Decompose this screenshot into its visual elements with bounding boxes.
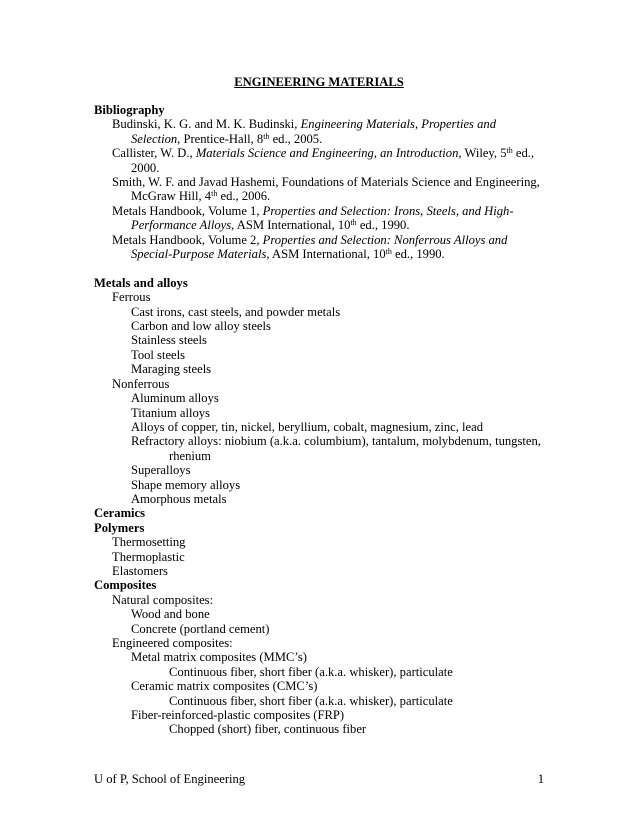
list-item: Refractory alloys: niobium (a.k.a. columbium), tantalum, molybdenum, tungsten, xyxy=(131,434,541,449)
list-item: Titanium alloys xyxy=(131,405,210,420)
list-item: Stainless steels xyxy=(131,333,207,348)
list-item: Alloys of copper, tin, nickel, beryllium, cobalt, magnesium, zinc, lead xyxy=(131,419,484,434)
list-subitem: Chopped (short) fiber, continuous fiber xyxy=(169,722,367,737)
list-item: Elastomers xyxy=(112,563,168,578)
page-number: 1 xyxy=(537,772,544,786)
bibliography-heading: Bibliography xyxy=(94,103,165,117)
list-item: Concrete (portland cement) xyxy=(131,621,270,636)
page-title: ENGINEERING MATERIALS xyxy=(234,75,404,89)
list-item: Thermoplastic xyxy=(112,549,185,564)
metals-heading: Metals and alloys xyxy=(94,275,188,290)
list-item: Superalloys xyxy=(131,463,191,478)
list-subitem: Continuous fiber, short fiber (a.k.a. whisker), particulate xyxy=(169,693,453,708)
bibliography-entry-continuation: 2000. xyxy=(131,160,160,175)
list-item: Amorphous metals xyxy=(131,491,227,506)
list-item-continuation: rhenium xyxy=(169,448,211,463)
ferrous-label: Ferrous xyxy=(112,290,151,305)
polymers-heading: Polymers xyxy=(94,520,145,535)
list-item: Fiber-reinforced-plastic composites (FRP) xyxy=(131,708,345,723)
list-item: Aluminum alloys xyxy=(131,391,219,406)
bibliography-entry: Metals Handbook, Volume 2, Properties and Selection: Nonferrous Alloys and xyxy=(112,232,508,247)
list-item: Ceramic matrix composites (CMC’s) xyxy=(131,679,318,694)
list-item: Cast irons, cast steels, and powder metals xyxy=(131,304,341,319)
list-item: Shape memory alloys xyxy=(131,477,241,492)
list-item: Carbon and low alloy steels xyxy=(131,319,271,334)
list-subitem: Continuous fiber, short fiber (a.k.a. whisker), particulate xyxy=(169,664,453,679)
composites-heading: Composites xyxy=(94,578,157,593)
bibliography-entry-continuation: Performance Alloys, ASM International, 10th ed., 1990. xyxy=(131,218,410,233)
document-body xyxy=(94,103,564,737)
ceramics-heading: Ceramics xyxy=(94,506,146,521)
nonferrous-label: Nonferrous xyxy=(112,376,170,391)
bibliography-entry: Budinski, K. G. and M. K. Budinski, Engineering Materials, Properties and xyxy=(112,117,496,132)
list-item: Thermosetting xyxy=(112,535,186,550)
bibliography-entry-continuation: Selection, Prentice-Hall, 8th ed., 2005. xyxy=(131,131,323,146)
bibliography-entry-continuation: Special-Purpose Materials, ASM International, 10th ed., 1990. xyxy=(131,247,445,262)
natural-composites-label: Natural composites: xyxy=(112,592,214,607)
bibliography-entry: Metals Handbook, Volume 1, Properties and Selection: Irons, Steels, and High- xyxy=(112,203,514,218)
section-spacer xyxy=(94,261,564,275)
page-footer xyxy=(94,771,544,787)
list-item: Maraging steels xyxy=(131,362,212,377)
list-item: Tool steels xyxy=(131,347,186,362)
bibliography-entry-continuation: McGraw Hill, 4th ed., 2006. xyxy=(131,189,271,204)
list-item: Metal matrix composites (MMC’s) xyxy=(131,650,307,665)
bibliography-entry: Callister, W. D., Materials Science and Engineering, an Introduction, Wiley, 5th ed., xyxy=(112,146,535,161)
list-item: Wood and bone xyxy=(131,607,210,622)
engineered-composites-label: Engineered composites: xyxy=(112,636,233,651)
bibliography-entry: Smith, W. F. and Javad Hashemi, Foundations of Materials Science and Engineering, xyxy=(112,175,540,190)
footer-text: U of P, School of Engineering xyxy=(94,772,246,786)
